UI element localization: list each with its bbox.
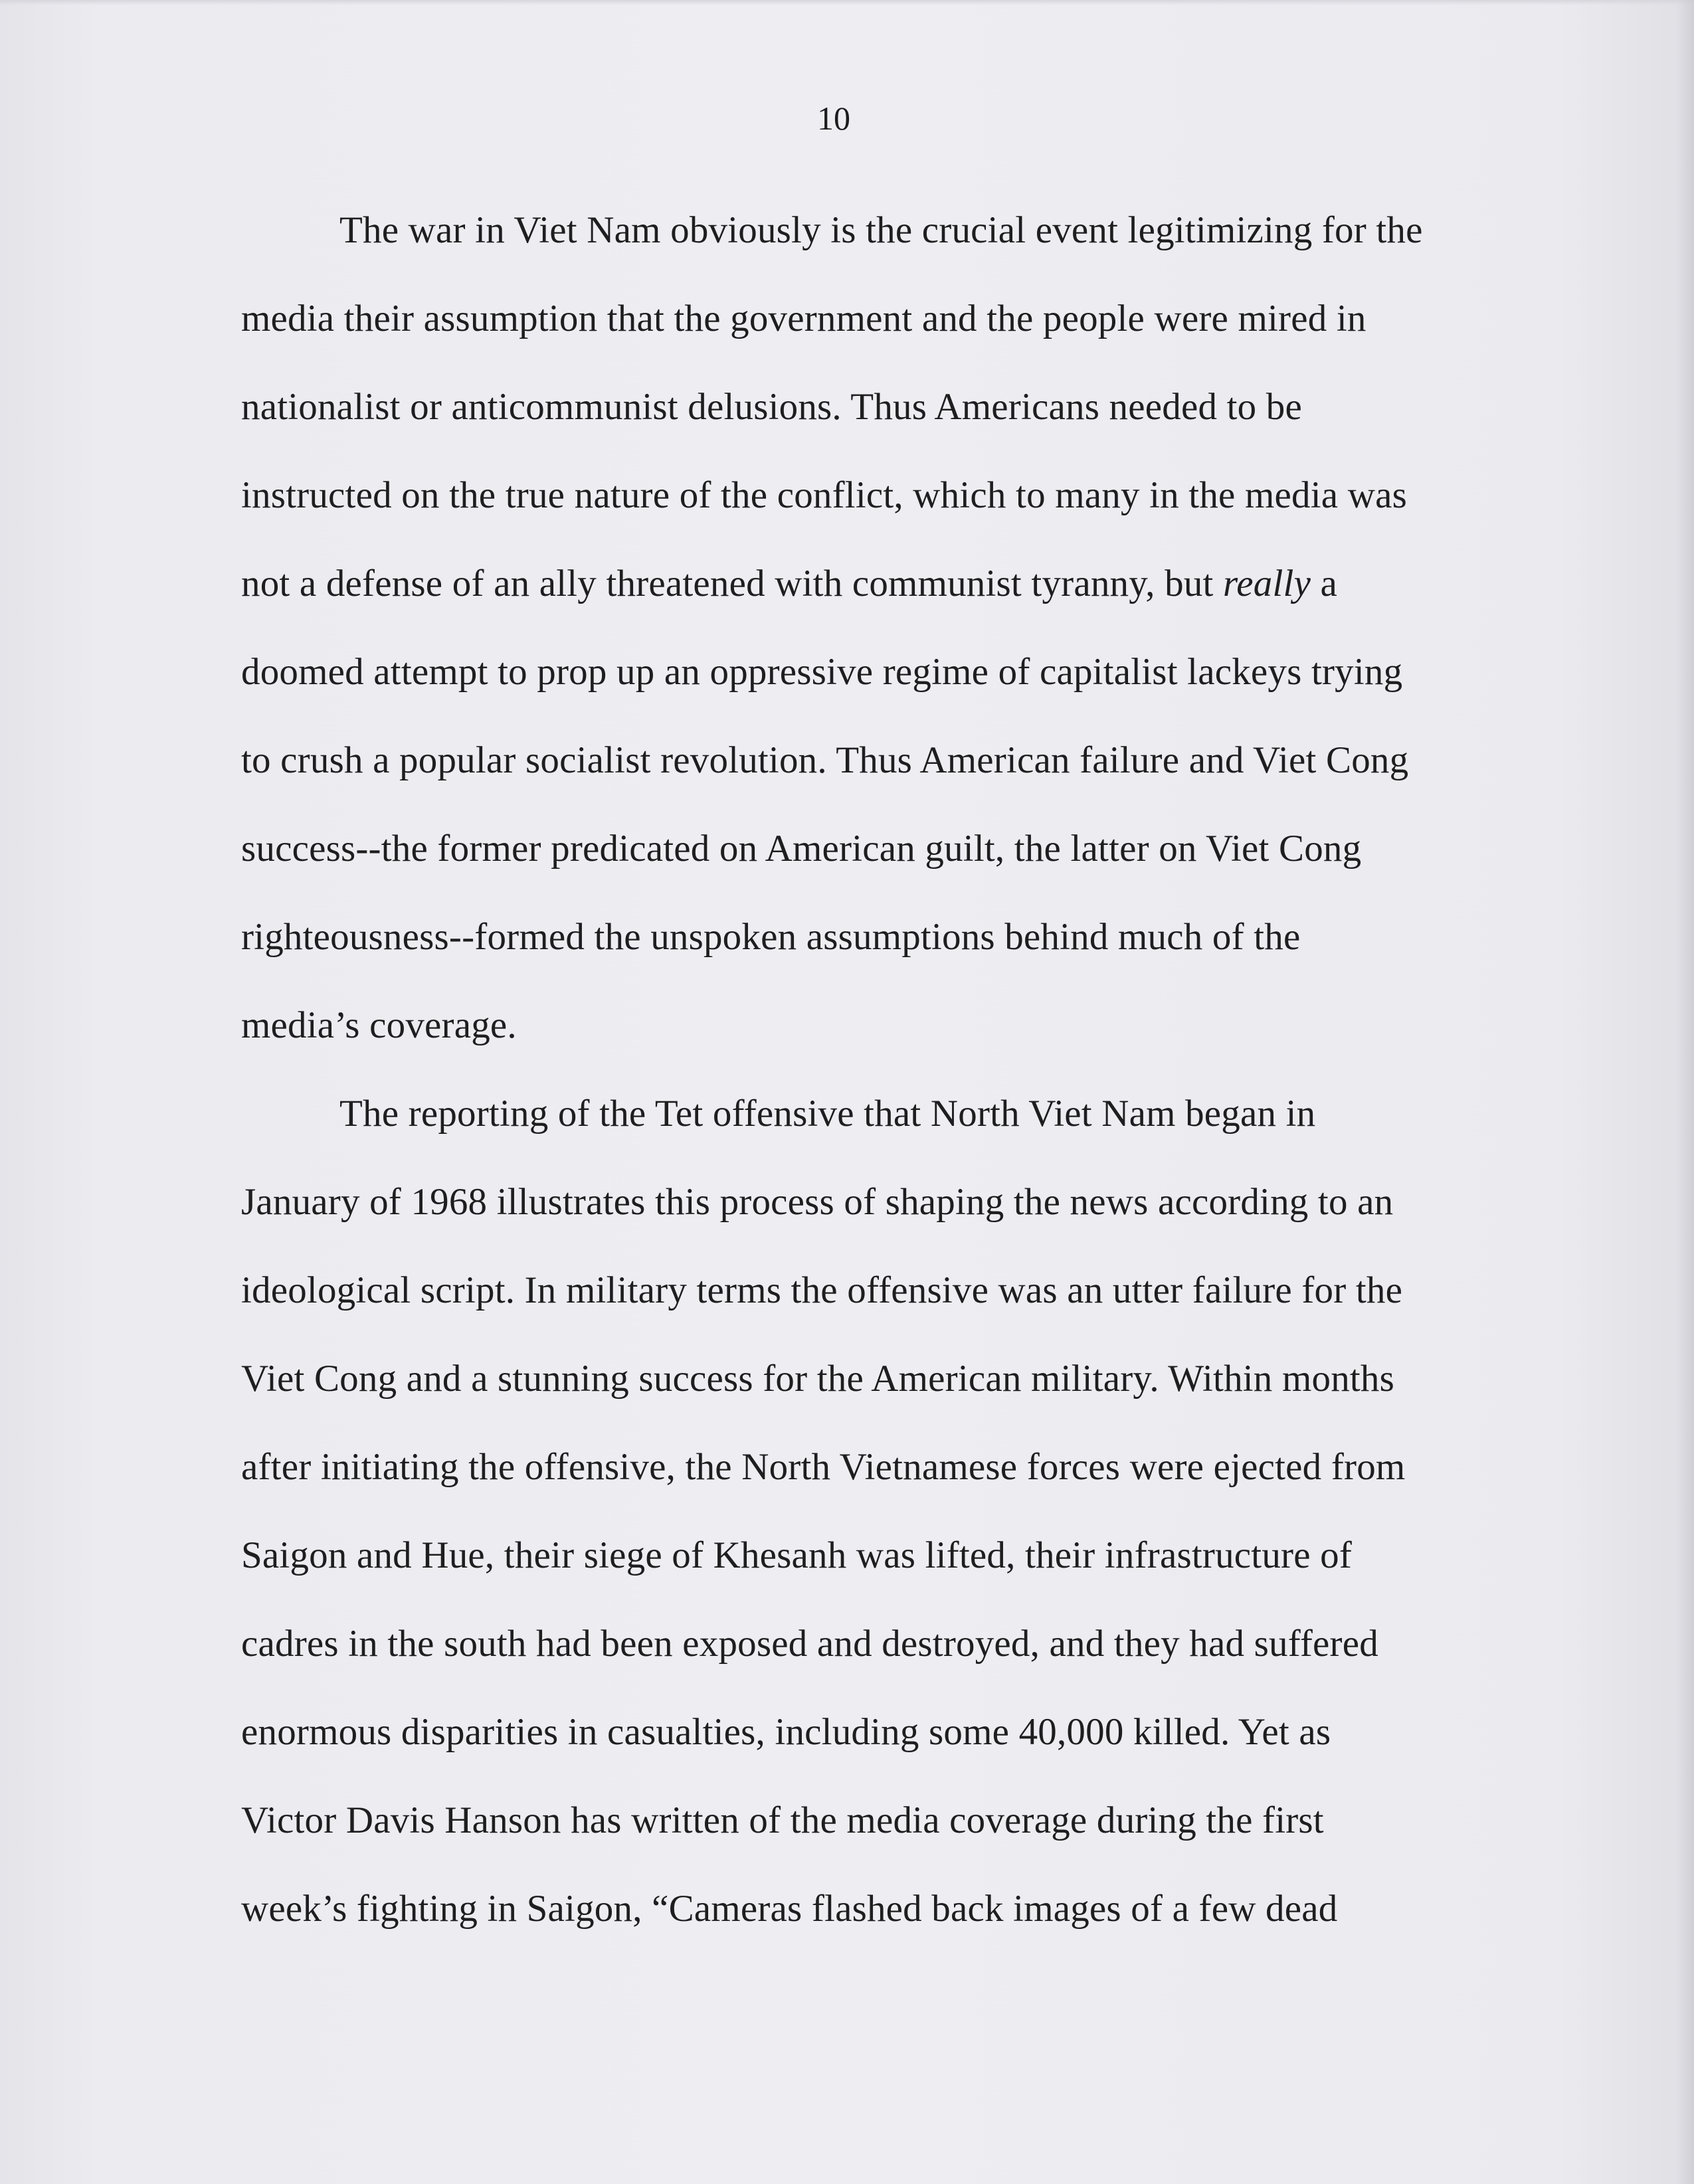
paragraph-1-line-5: [241, 539, 1590, 628]
page-right-shadow: [1677, 0, 1694, 2184]
body-text: [241, 186, 1590, 1953]
paragraph-2-line-6: Saigon and Hue, their siege of Khesanh was lifted, their infrastructure of: [241, 1534, 1353, 1576]
paragraph-1-line-9: righteousness--formed the unspoken assumptions behind much of the: [241, 916, 1301, 958]
paragraph-2-line-5: after initiating the offensive, the North Vietnamese forces were ejected from: [241, 1446, 1406, 1488]
paragraph-1-line-10: media’s coverage.: [241, 1004, 517, 1046]
line-5-text-before: not a defense of an ally threatened with communist tyranny, but: [241, 563, 1224, 604]
page-top-shadow: [0, 0, 1694, 5]
paragraph-1-line-6: doomed attempt to prop up an oppressive regime of capitalist lackeys trying: [241, 651, 1403, 693]
paragraph-2-line-2: January of 1968 illustrates this process of shaping the news according to an: [241, 1181, 1394, 1223]
paragraph-2-line-3: ideological script. In military terms the offensive was an utter failure for the: [241, 1269, 1403, 1311]
paragraph-1-line-3: nationalist or anticommunist delusions. Thus Americans needed to be: [241, 386, 1302, 428]
paragraph-1-line-4: instructed on the true nature of the conflict, which to many in the media was: [241, 474, 1407, 516]
paragraph-2-line-7: cadres in the south had been exposed and destroyed, and they had suffered: [241, 1623, 1378, 1665]
paragraph-1-line-1: The war in Viet Nam obviously is the crucial event legitimizing for the: [339, 209, 1423, 251]
paragraph-1-line-2: media their assumption that the government and the people were mired in: [241, 298, 1366, 339]
paragraph-1-line-8: success--the former predicated on American guilt, the latter on Viet Cong: [241, 828, 1362, 869]
paragraph-2-line-4: Viet Cong and a stunning success for the American military. Within months: [241, 1358, 1395, 1400]
paragraph-2-line-1: The reporting of the Tet offensive that North Viet Nam began in: [339, 1093, 1316, 1135]
paragraph-2-line-10: week’s fighting in Saigon, “Cameras flashed back images of a few dead: [241, 1888, 1338, 1930]
page-number: 10: [817, 100, 850, 137]
emphasis-really: really: [1223, 563, 1311, 604]
line-5-text-after: a: [1311, 563, 1338, 604]
paragraph-1-line-7: to crush a popular socialist revolution. Thus American failure and Viet Cong: [241, 739, 1409, 781]
paragraph-2-line-8: enormous disparities in casualties, including some 40,000 killed. Yet as: [241, 1711, 1331, 1753]
paragraph-2-line-9: Victor Davis Hanson has written of the media coverage during the first: [241, 1799, 1324, 1841]
